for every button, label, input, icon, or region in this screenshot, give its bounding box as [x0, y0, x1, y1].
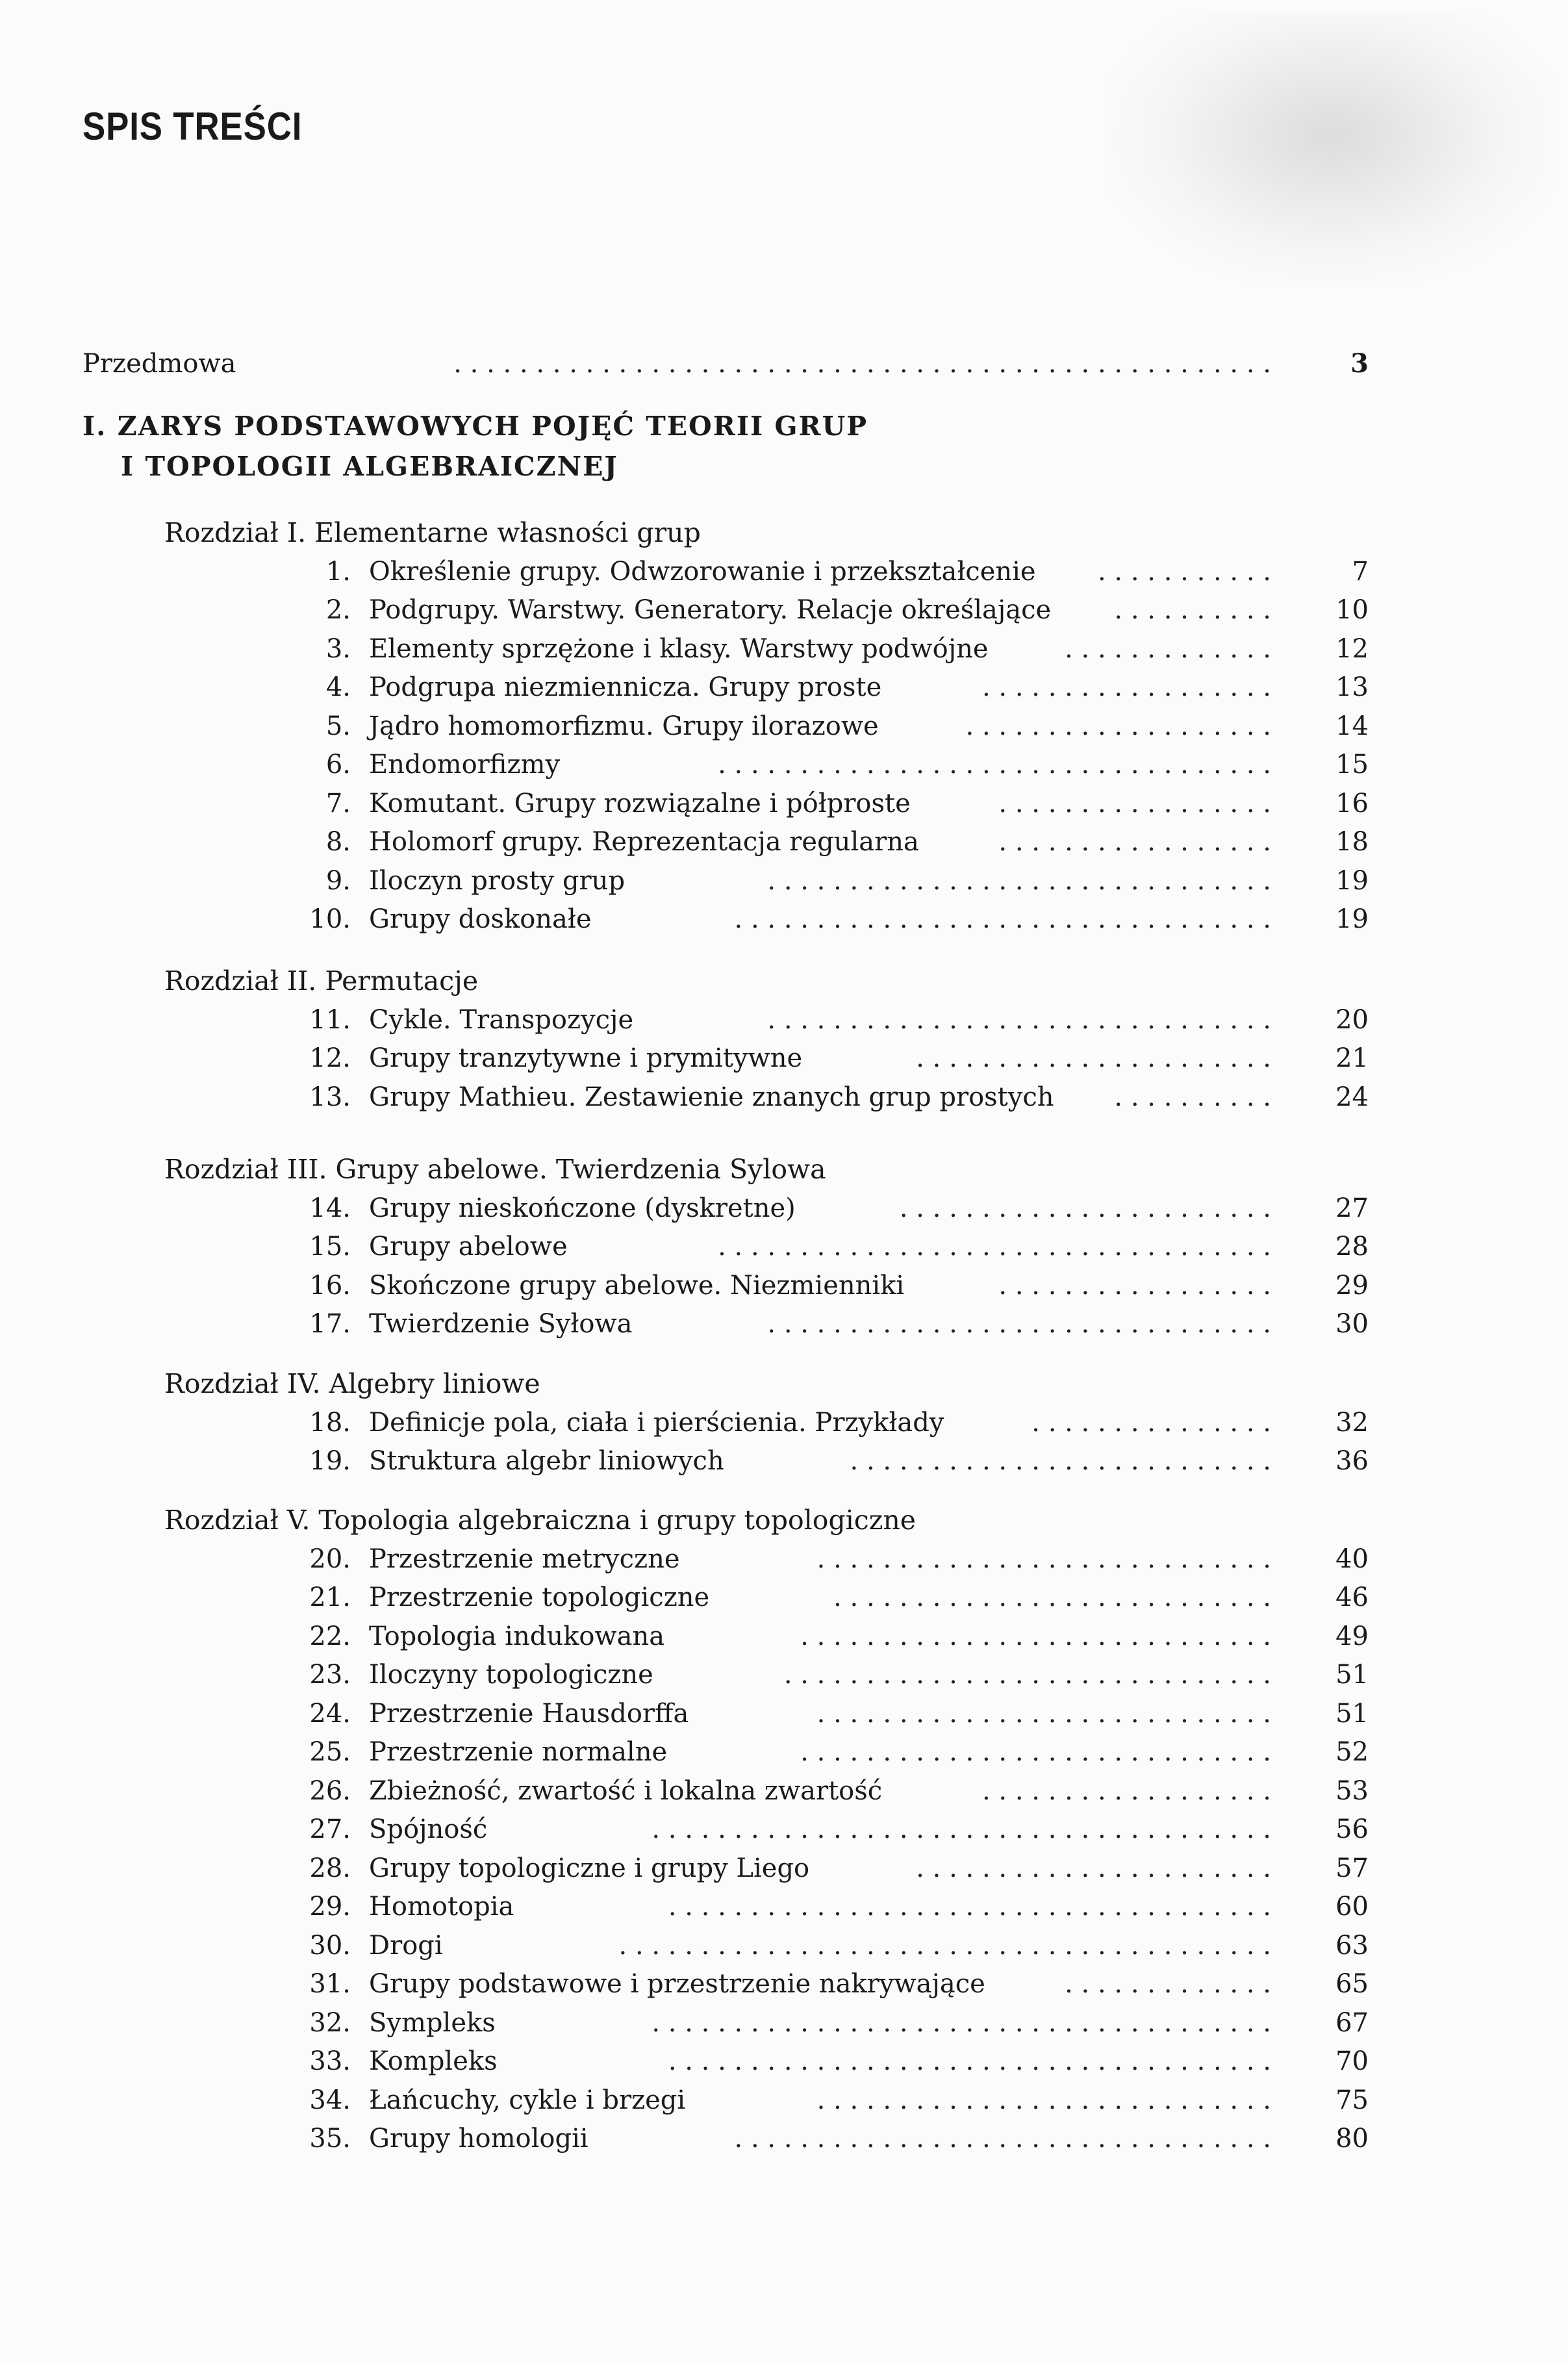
entry-page: 32: [1335, 1408, 1369, 1438]
entry-page: 36: [1335, 1446, 1369, 1476]
entry-title: Grupy abelowe: [369, 1232, 568, 1262]
entry-page: 20: [1335, 1005, 1369, 1035]
entry-page: 7: [1352, 557, 1369, 587]
toc-entry[interactable]: [291, 2081, 1369, 2120]
entry-number: 13.: [309, 1082, 351, 1112]
entry-number: 30.: [309, 1931, 351, 1961]
entry-page: 53: [1335, 1776, 1369, 1806]
toc-entry[interactable]: [291, 784, 1369, 823]
entry-page: 24: [1335, 1082, 1369, 1112]
entry-number: 5.: [325, 711, 351, 741]
entry-page: 19: [1335, 866, 1369, 896]
entry-title: Topologia indukowana: [369, 1621, 665, 1651]
toc-entry[interactable]: [291, 745, 1369, 784]
toc-entry[interactable]: [291, 1810, 1369, 1849]
entry-page: 15: [1335, 750, 1369, 780]
leader-dots: . . . . . . . . . . . . . . .: [1031, 1408, 1271, 1438]
entry-title: Przestrzenie Hausdorffa: [369, 1699, 689, 1729]
entry-title: Grupy nieskończone (dyskretne): [369, 1193, 796, 1223]
leader-dots: . . . . . . . . . . . . . . . . . . .: [965, 711, 1271, 741]
toc-entry[interactable]: [291, 1000, 1369, 1039]
toc-entry[interactable]: [291, 1617, 1369, 1656]
entry-number: 4.: [325, 672, 351, 702]
entry-number: 10.: [309, 904, 351, 934]
entry-title: Przestrzenie metryczne: [369, 1544, 680, 1574]
entry-number: 25.: [309, 1737, 351, 1767]
toc-entry[interactable]: [291, 2003, 1369, 2042]
entry-number: 34.: [309, 2085, 351, 2115]
leader-dots: . . . . . . . . . . . . . . . . . . . . . . . . . . .: [833, 1582, 1271, 1612]
entry-number: 8.: [325, 827, 351, 857]
entry-number: 6.: [325, 750, 351, 780]
entry-title: Przestrzenie normalne: [369, 1737, 668, 1767]
entry-title: Holomorf grupy. Reprezentacja regularna: [369, 827, 919, 857]
entry-title: Drogi: [369, 1931, 443, 1961]
leader-dots: . . . . . . . . . . . . . . . . . . . . . . . . . . . . . . . . .: [734, 2124, 1271, 2154]
entry-number: 3.: [325, 634, 351, 664]
entry-page: 13: [1335, 672, 1369, 702]
leader-dots: . . . . . . . . . . . . . . . . . . . . . . . . . . . . . . .: [767, 1005, 1271, 1035]
entry-number: 15.: [309, 1232, 351, 1262]
entry-page: 70: [1335, 2046, 1369, 2076]
leader-dots: . . . . . . . . . . . . . . . . . . . . . . . . . . . . . . . . . .: [718, 750, 1271, 780]
entry-title: Podgrupy. Warstwy. Generatory. Relacje określające: [369, 595, 1052, 625]
entry-number: 16.: [309, 1271, 351, 1301]
entry-title: Definicje pola, ciała i pierścienia. Przykłady: [369, 1408, 944, 1438]
entry-number: 35.: [309, 2124, 351, 2154]
entry-number: 9.: [325, 866, 351, 896]
toc-entry[interactable]: [291, 861, 1369, 900]
toc-entry[interactable]: [291, 1964, 1369, 2003]
toc-entry[interactable]: [291, 591, 1369, 629]
preface-entry[interactable]: [82, 344, 1369, 383]
scan-smudge: [1104, 13, 1559, 286]
entry-number: 29.: [309, 1892, 351, 1922]
page-title: SPIS TREŚCI: [82, 105, 303, 148]
leader-dots: . . . . . . . . . . . . . . . . . . . . . . . . . . . .: [816, 1544, 1271, 1574]
entry-page: 60: [1335, 1892, 1369, 1922]
toc-entry[interactable]: [291, 629, 1369, 668]
chapter-heading: Rozdział I. Elementarne własności grup: [164, 517, 701, 548]
toc-entry[interactable]: [291, 1540, 1369, 1579]
leader-dots: . . . . . . . . . . . . . . . . . .: [981, 1776, 1271, 1806]
entry-page: 19: [1335, 904, 1369, 934]
entry-page: 10: [1335, 595, 1369, 625]
entry-number: 26.: [309, 1776, 351, 1806]
entry-title: Grupy podstawowe i przestrzenie nakrywające: [369, 1969, 985, 1999]
chapter-heading: Rozdział II. Permutacje: [164, 965, 479, 997]
leader-dots: . . . . . . . . . . . . . . . . . . . . . .: [916, 1043, 1271, 1073]
toc-entry[interactable]: [291, 1926, 1369, 1965]
entry-number: 32.: [309, 2008, 351, 2038]
entry-page: 75: [1335, 2085, 1369, 2115]
leader-dots: . . . . . . . . . . .: [1097, 557, 1271, 587]
entry-title: Grupy topologiczne i grupy Liego: [369, 1853, 810, 1883]
toc-entry[interactable]: [291, 1849, 1369, 1888]
entry-page: 46: [1335, 1582, 1369, 1612]
entry-title: Grupy doskonałe: [369, 904, 592, 934]
toc-entry[interactable]: [291, 1578, 1369, 1617]
leader-dots: . . . . . . . . . . . . . . . . .: [998, 789, 1271, 819]
entry-title: Skończone grupy abelowe. Niezmienniki: [369, 1271, 905, 1301]
entry-number: 19.: [309, 1446, 351, 1476]
entry-number: 28.: [309, 1853, 351, 1883]
toc-entry[interactable]: [291, 1694, 1369, 1733]
entry-page: 27: [1335, 1193, 1369, 1223]
toc-entry[interactable]: [291, 1304, 1369, 1343]
entry-title: Łańcuchy, cykle i brzegi: [369, 2085, 686, 2115]
leader-dots: . . . . . . . . . . . . . . . . .: [998, 1271, 1271, 1301]
entry-number: 1.: [325, 557, 351, 587]
leader-dots: . . . . . . . . . . . . . . . . . . . . . . . . . . . . . . .: [767, 866, 1271, 896]
entry-number: 27.: [309, 1814, 351, 1844]
leader-dots: . . . . . . . . . . . . . . . . . . . . . . .: [899, 1193, 1271, 1223]
entry-number: 31.: [309, 1969, 351, 1999]
entry-title: Przestrzenie topologiczne: [369, 1582, 710, 1612]
entry-page: 51: [1335, 1699, 1369, 1729]
entry-page: 28: [1335, 1232, 1369, 1262]
toc-entry[interactable]: [291, 668, 1369, 707]
entry-number: 24.: [309, 1699, 351, 1729]
entry-title: Grupy Mathieu. Zestawienie znanych grup prostych: [369, 1082, 1054, 1112]
entry-page: 3: [1350, 348, 1369, 379]
entry-page: 14: [1335, 711, 1369, 741]
leader-dots: . . . . . . . . . . . . . . . . . .: [981, 672, 1271, 702]
toc-entry[interactable]: [291, 1887, 1369, 1926]
leader-dots: . . . . . . . . . . . . . . . . . . . . . . . . . . . . . . . . . . . . . .: [651, 2008, 1271, 2038]
toc-entry[interactable]: [291, 900, 1369, 939]
leader-dots: . . . . . . . . . .: [1114, 1082, 1271, 1112]
entry-number: 22.: [309, 1621, 351, 1651]
leader-dots: . . . . . . . . . . . . . . . . . . . . . . . . . . . . . . . . .: [734, 904, 1271, 934]
leader-dots: . . . . . . . . . . . . . . . . . . . . . .: [916, 1853, 1271, 1883]
entry-page: 67: [1335, 2008, 1369, 2038]
entry-page: 56: [1335, 1814, 1369, 1844]
entry-title: Cykle. Transpozycje: [369, 1005, 634, 1035]
entry-page: 51: [1335, 1660, 1369, 1690]
entry-title: Podgrupa niezmiennicza. Grupy proste: [369, 672, 882, 702]
toc-entry[interactable]: [291, 552, 1369, 591]
entry-number: 33.: [309, 2046, 351, 2076]
entry-title: Przedmowa: [82, 349, 236, 379]
entry-page: 21: [1335, 1043, 1369, 1073]
entry-page: 65: [1335, 1969, 1369, 1999]
toc-entry[interactable]: [291, 1227, 1369, 1266]
entry-page: 12: [1335, 634, 1369, 664]
entry-page: 52: [1335, 1737, 1369, 1767]
chapter-heading: Rozdział V. Topologia algebraiczna i grupy topologiczne: [164, 1505, 917, 1536]
toc-entry[interactable]: [291, 1655, 1369, 1694]
toc-entry[interactable]: [291, 822, 1369, 861]
toc-entry[interactable]: [291, 707, 1369, 746]
entry-page: 16: [1335, 789, 1369, 819]
toc-entry[interactable]: [291, 1733, 1369, 1772]
toc-entry[interactable]: [291, 1772, 1369, 1811]
leader-dots: . . . . . . . . . . . . . . . . . . . . . . . . . . . . . . .: [767, 1309, 1271, 1339]
entry-page: 80: [1335, 2124, 1369, 2154]
chapter-heading: Rozdział IV. Algebry liniowe: [164, 1368, 540, 1399]
entry-title: Iloczyn prosty grup: [369, 866, 626, 896]
toc-entry[interactable]: [291, 1442, 1369, 1481]
entry-page: 29: [1335, 1271, 1369, 1301]
entry-page: 40: [1335, 1544, 1369, 1574]
entry-title: Endomorfizmy: [369, 750, 561, 780]
toc-entry[interactable]: [291, 2042, 1369, 2081]
entry-number: 21.: [309, 1582, 351, 1612]
entry-number: 14.: [309, 1193, 351, 1223]
entry-number: 11.: [309, 1005, 351, 1035]
entry-number: 7.: [325, 789, 351, 819]
toc-entry[interactable]: [291, 1266, 1369, 1305]
entry-number: 20.: [309, 1544, 351, 1574]
leader-dots: . . . . . . . . . . . . .: [1065, 1969, 1271, 1999]
entry-page: 57: [1335, 1853, 1369, 1883]
toc-entry[interactable]: [291, 1403, 1369, 1442]
entry-title: Sympleks: [369, 2008, 496, 2038]
leader-dots: . . . . . . . . . . . . . . . . . . . . . . . . . . . . .: [800, 1621, 1271, 1651]
entry-title: Określenie grupy. Odwzorowanie i przekształcenie: [369, 557, 1036, 587]
entry-page: 18: [1335, 827, 1369, 857]
leader-dots: . . . . . . . . . . . . . . . . .: [998, 827, 1271, 857]
entry-number: 2.: [325, 595, 351, 625]
entry-title: Spójność: [369, 1814, 488, 1844]
toc-entry[interactable]: [291, 1189, 1369, 1228]
leader-dots: . . . . . . . . . . . . . . . . . . . . . . . . . .: [850, 1446, 1271, 1476]
leader-dots: . . . . . . . . . . . . . . . . . . . . . . . . . . . . . .: [783, 1660, 1271, 1690]
entry-number: 18.: [309, 1408, 351, 1438]
leader-dots: . . . . . . . . . . . . . . . . . . . . . . . . . . . . . . . . . . . . .: [668, 1892, 1271, 1922]
part-heading-line-1: I. ZARYS PODSTAWOWYCH POJĘĆ TEORII GRUP: [82, 411, 868, 442]
entry-title: Iloczyny topologiczne: [369, 1660, 653, 1690]
part-heading-line-2: I TOPOLOGII ALGEBRAICZNEJ: [121, 451, 618, 482]
leader-dots: . . . . . . . . . . . . . . . . . . . . . . . . . . . . . . . . . .: [718, 1232, 1271, 1262]
leader-dots: . . . . . . . . . . . . .: [1065, 634, 1271, 664]
entry-page: 49: [1335, 1621, 1369, 1651]
entry-title: Komutant. Grupy rozwiązalne i półproste: [369, 789, 911, 819]
leader-dots: . . . . . . . . . . . . . . . . . . . . . . . . . . . .: [816, 1699, 1271, 1729]
leader-dots: . . . . . . . . . . . . . . . . . . . . . . . . . . . . . . . . . . . . . . . .: [618, 1931, 1271, 1961]
leader-dots: . . . . . . . . . . . . . . . . . . . . . . . . . . . . .: [800, 1737, 1271, 1767]
entry-number: 12.: [309, 1043, 351, 1073]
entry-title: Homotopia: [369, 1892, 514, 1922]
entry-number: 23.: [309, 1660, 351, 1690]
entry-title: Elementy sprzężone i klasy. Warstwy podwójne: [369, 634, 989, 664]
entry-title: Zbieżność, zwartość i lokalna zwartość: [369, 1776, 883, 1806]
entry-title: Twierdzenie Syłowa: [369, 1309, 633, 1339]
entry-title: Grupy tranzytywne i prymitywne: [369, 1043, 803, 1073]
leader-dots: . . . . . . . . . . . . . . . . . . . . . . . . . . . .: [816, 2085, 1271, 2115]
entry-title: Grupy homologii: [369, 2124, 588, 2154]
chapter-heading: Rozdział III. Grupy abelowe. Twierdzenia Sylowa: [164, 1154, 826, 1185]
entry-page: 30: [1335, 1309, 1369, 1339]
entry-title: Jądro homomorfizmu. Grupy ilorazowe: [369, 711, 879, 741]
leader-dots: . . . . . . . . . . . . . . . . . . . . . . . . . . . . . . . . . . . . . . . . . . . . . . . . . .: [453, 349, 1271, 379]
leader-dots: . . . . . . . . . . . . . . . . . . . . . . . . . . . . . . . . . . . . .: [668, 2046, 1271, 2076]
entry-title: Struktura algebr liniowych: [369, 1446, 724, 1476]
toc-entry[interactable]: [291, 2119, 1369, 2158]
entry-number: 17.: [309, 1309, 351, 1339]
entry-title: Kompleks: [369, 2046, 498, 2076]
entry-page: 63: [1335, 1931, 1369, 1961]
toc-entry[interactable]: [291, 1078, 1369, 1117]
leader-dots: . . . . . . . . . . . . . . . . . . . . . . . . . . . . . . . . . . . . . .: [651, 1814, 1271, 1844]
toc-entry[interactable]: [291, 1039, 1369, 1078]
leader-dots: . . . . . . . . . .: [1114, 595, 1271, 625]
